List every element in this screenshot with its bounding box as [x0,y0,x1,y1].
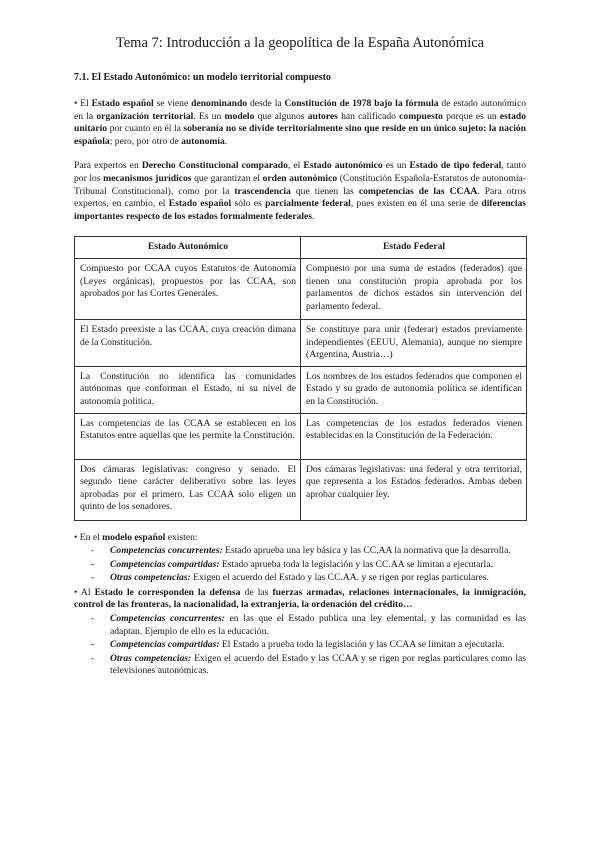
text-run: . [224,135,228,147]
text-run: sólo es [231,198,266,210]
table-cell: Compuesto por CCAA cuyos Estatutos de Autonomía (Leyes orgánicas), propuestos por las CCAA, son aprobados por las Cortes Generales. [75,258,301,319]
state-competences-list [74,613,526,678]
list-item-text: Exigen el acuerdo del Estado y las CCAA y se rigen por reglas particulares como las televisiones autonómicas. [110,652,526,677]
text-run: . Para otros expertos, en cambio, el [74,185,526,210]
table-row [75,258,527,319]
text-run: orden autonómico [262,172,338,184]
text-run: estado unitario [74,110,527,135]
text-run: organización territorial [96,110,194,122]
list-item-text: Estado aprueba una ley básica y las CC.AA la normativa que la desarrolla. [222,545,511,557]
text-run: Estado español [91,98,154,109]
list-item-text: Exigen el acuerdo del Estado y las CC.AA. y se rigen por reglas particulares. [190,572,489,584]
table-header-row [75,237,527,259]
table-header-cell: Estado Federal [301,237,527,259]
list-item-text: Estado aprueba toda la legislación y las CC.AA se limitan a ejecutarla. [219,558,493,570]
text-run: autonomía [181,135,225,147]
text-run: • Al [74,586,95,598]
dash-bullet: - [91,652,95,664]
table-header-cell: Estado Autonómico [75,237,301,259]
text-run: compuesto [399,110,443,122]
text-run: (Constitución Española-Estatutos de autonomía-Tribunal Constitucional), como por la [74,172,526,197]
list-item-label: Competencias compartidas: [110,639,220,651]
list-item [74,572,526,585]
text-run: de las [240,586,273,598]
text-run: Estado español [168,198,232,210]
dash-bullet: - [91,613,95,625]
text-run: de estado autonómico en la [74,98,527,122]
text-run: . [312,210,315,222]
table-cell: Compuesto por una suma de estados (federados) que tienen una constitución propia aprobada por los parlamentos de dichos estados sin intervención del parlamento federal. [301,258,527,319]
text-run: porque es un [442,110,500,122]
text-run: fuerzas armadas, relaciones internacionales, la inmigración, control de las fronteras, la nacionalidad, la extranjería, la ordenación del crédito… [74,586,526,611]
list-item-label: Competencias concurrentes: [110,613,225,625]
table-row [75,366,527,413]
list-item [74,653,526,678]
text-run: que garantizan el [191,172,263,184]
spanish-model-list [74,545,526,585]
section-heading: 7.1. El Estado Autonómico: un modelo territorial compuesto [74,72,331,83]
table-cell: Dos cámaras legislativas: congreso y senado. El segundo tiene carácter deliberativo sobre las leyes aprobadas por el primero. Las CCAA solo eligen un quinto de los senadores. [75,459,301,520]
text-run: modelo español [102,531,166,543]
spanish-model-intro [74,532,526,545]
text-run: parcialmente federal [265,198,351,210]
table-row [75,319,527,366]
table-cell: Las competencias de las CCAA se establecen en los Estatutos entre aquellas que les permite la Constitución. [75,413,301,459]
text-run: diferencias importantes respecto de los estados formalmente federales [74,198,527,222]
text-run: Estado de tipo federal [409,160,502,172]
state-competences-section [74,587,526,678]
text-run: han calificado [337,110,400,122]
list-item [74,639,526,652]
text-run: competencias de las CCAA [358,185,478,197]
table-cell: Los nombres de los estados federados que componen el Estado y su grado de autonomía política se identifican en la Constitución. [301,366,527,413]
text-run: existen: [165,531,198,543]
text-run: Para expertos en [74,160,142,172]
state-competences-intro [74,587,526,612]
text-run: ; pero, por otro de [109,135,182,147]
experts-paragraph [74,160,526,223]
document-title: Tema 7: Introducción a la geopolítica de la España Autonómica [115,35,485,51]
table-row [75,413,527,459]
text-run: por cuanto en él la [107,123,184,135]
list-item-text: El Estado a prueba todo la legislación y las CCAA se limitan a ejecutarla. [219,639,505,651]
list-item [74,545,526,558]
text-run: que tienen las [290,185,359,197]
text-run: soberanía no se divide territorialmente sino que reside en un único sujeto: la nación española [74,123,526,147]
text-run: Estado autonómico [303,160,383,172]
text-run: • El [74,98,92,109]
text-run: se viene [153,98,192,109]
list-item [74,559,526,572]
dash-bullet: - [91,572,95,584]
list-item-label: Otras competencias: [110,572,191,584]
list-item-text: en las que el Estado publica una ley elemental, y las comunidad es las adaptan. Ejemplo de ello es la educación. [110,613,526,637]
text-run: Estado le corresponden la defensa [94,586,241,598]
dash-bullet: - [91,639,95,651]
text-run: autores [307,110,338,122]
text-run: , pues existen en él una serie de [350,198,482,210]
text-run: • En el [74,531,103,543]
text-run: Derecho Constitucional comparado [141,160,288,172]
table-row [75,459,527,520]
dash-bullet: - [91,545,95,557]
spanish-model-section [74,532,526,585]
text-run: que algunos [254,110,308,122]
list-item-label: Competencias concurrentes: [110,545,223,557]
table-cell: Dos cámaras legislativas: una federal y otra territorial, que representa a los Estados federados. Ambas deben aprobar cualquier ley. [301,459,527,520]
text-run: , tanto por los [74,160,526,184]
table-cell: El Estado preexiste a las CCAA, cuya creación dimana de la Constitución. [75,319,301,366]
text-run: , el [287,160,304,172]
text-run: denominando [191,98,248,109]
text-run: . Es un [193,110,225,122]
intro-paragraph [74,98,526,148]
text-run: modelo [224,110,255,122]
table-cell: Las competencias de los estados federados vienen establecidas en la Constitución de la Federación. [301,413,527,459]
table-cell: La Constitución no identifica las comunidades autónomas que conforman el Estado, ni su nivel de autonomía política. [75,366,301,413]
text-run: desde la [247,98,285,109]
text-run: mecanismos jurídicos [103,172,192,184]
document-page [74,34,526,678]
list-item-label: Competencias compartidas: [110,558,220,570]
text-run: trascendencia [234,185,291,197]
dash-bullet: - [91,558,95,570]
comparison-table [74,236,527,520]
list-item-label: Otras competencias: [110,652,192,664]
text-run: es un [382,160,410,172]
table-cell: Se constituye para unir (federar) estados previamente independientes (EEUU, Alemania), aunque no siempre (Argentina, Austria…) [301,319,527,366]
list-item [74,613,526,638]
text-run: Constitución de 1978 bajo la fórmula [284,98,439,109]
